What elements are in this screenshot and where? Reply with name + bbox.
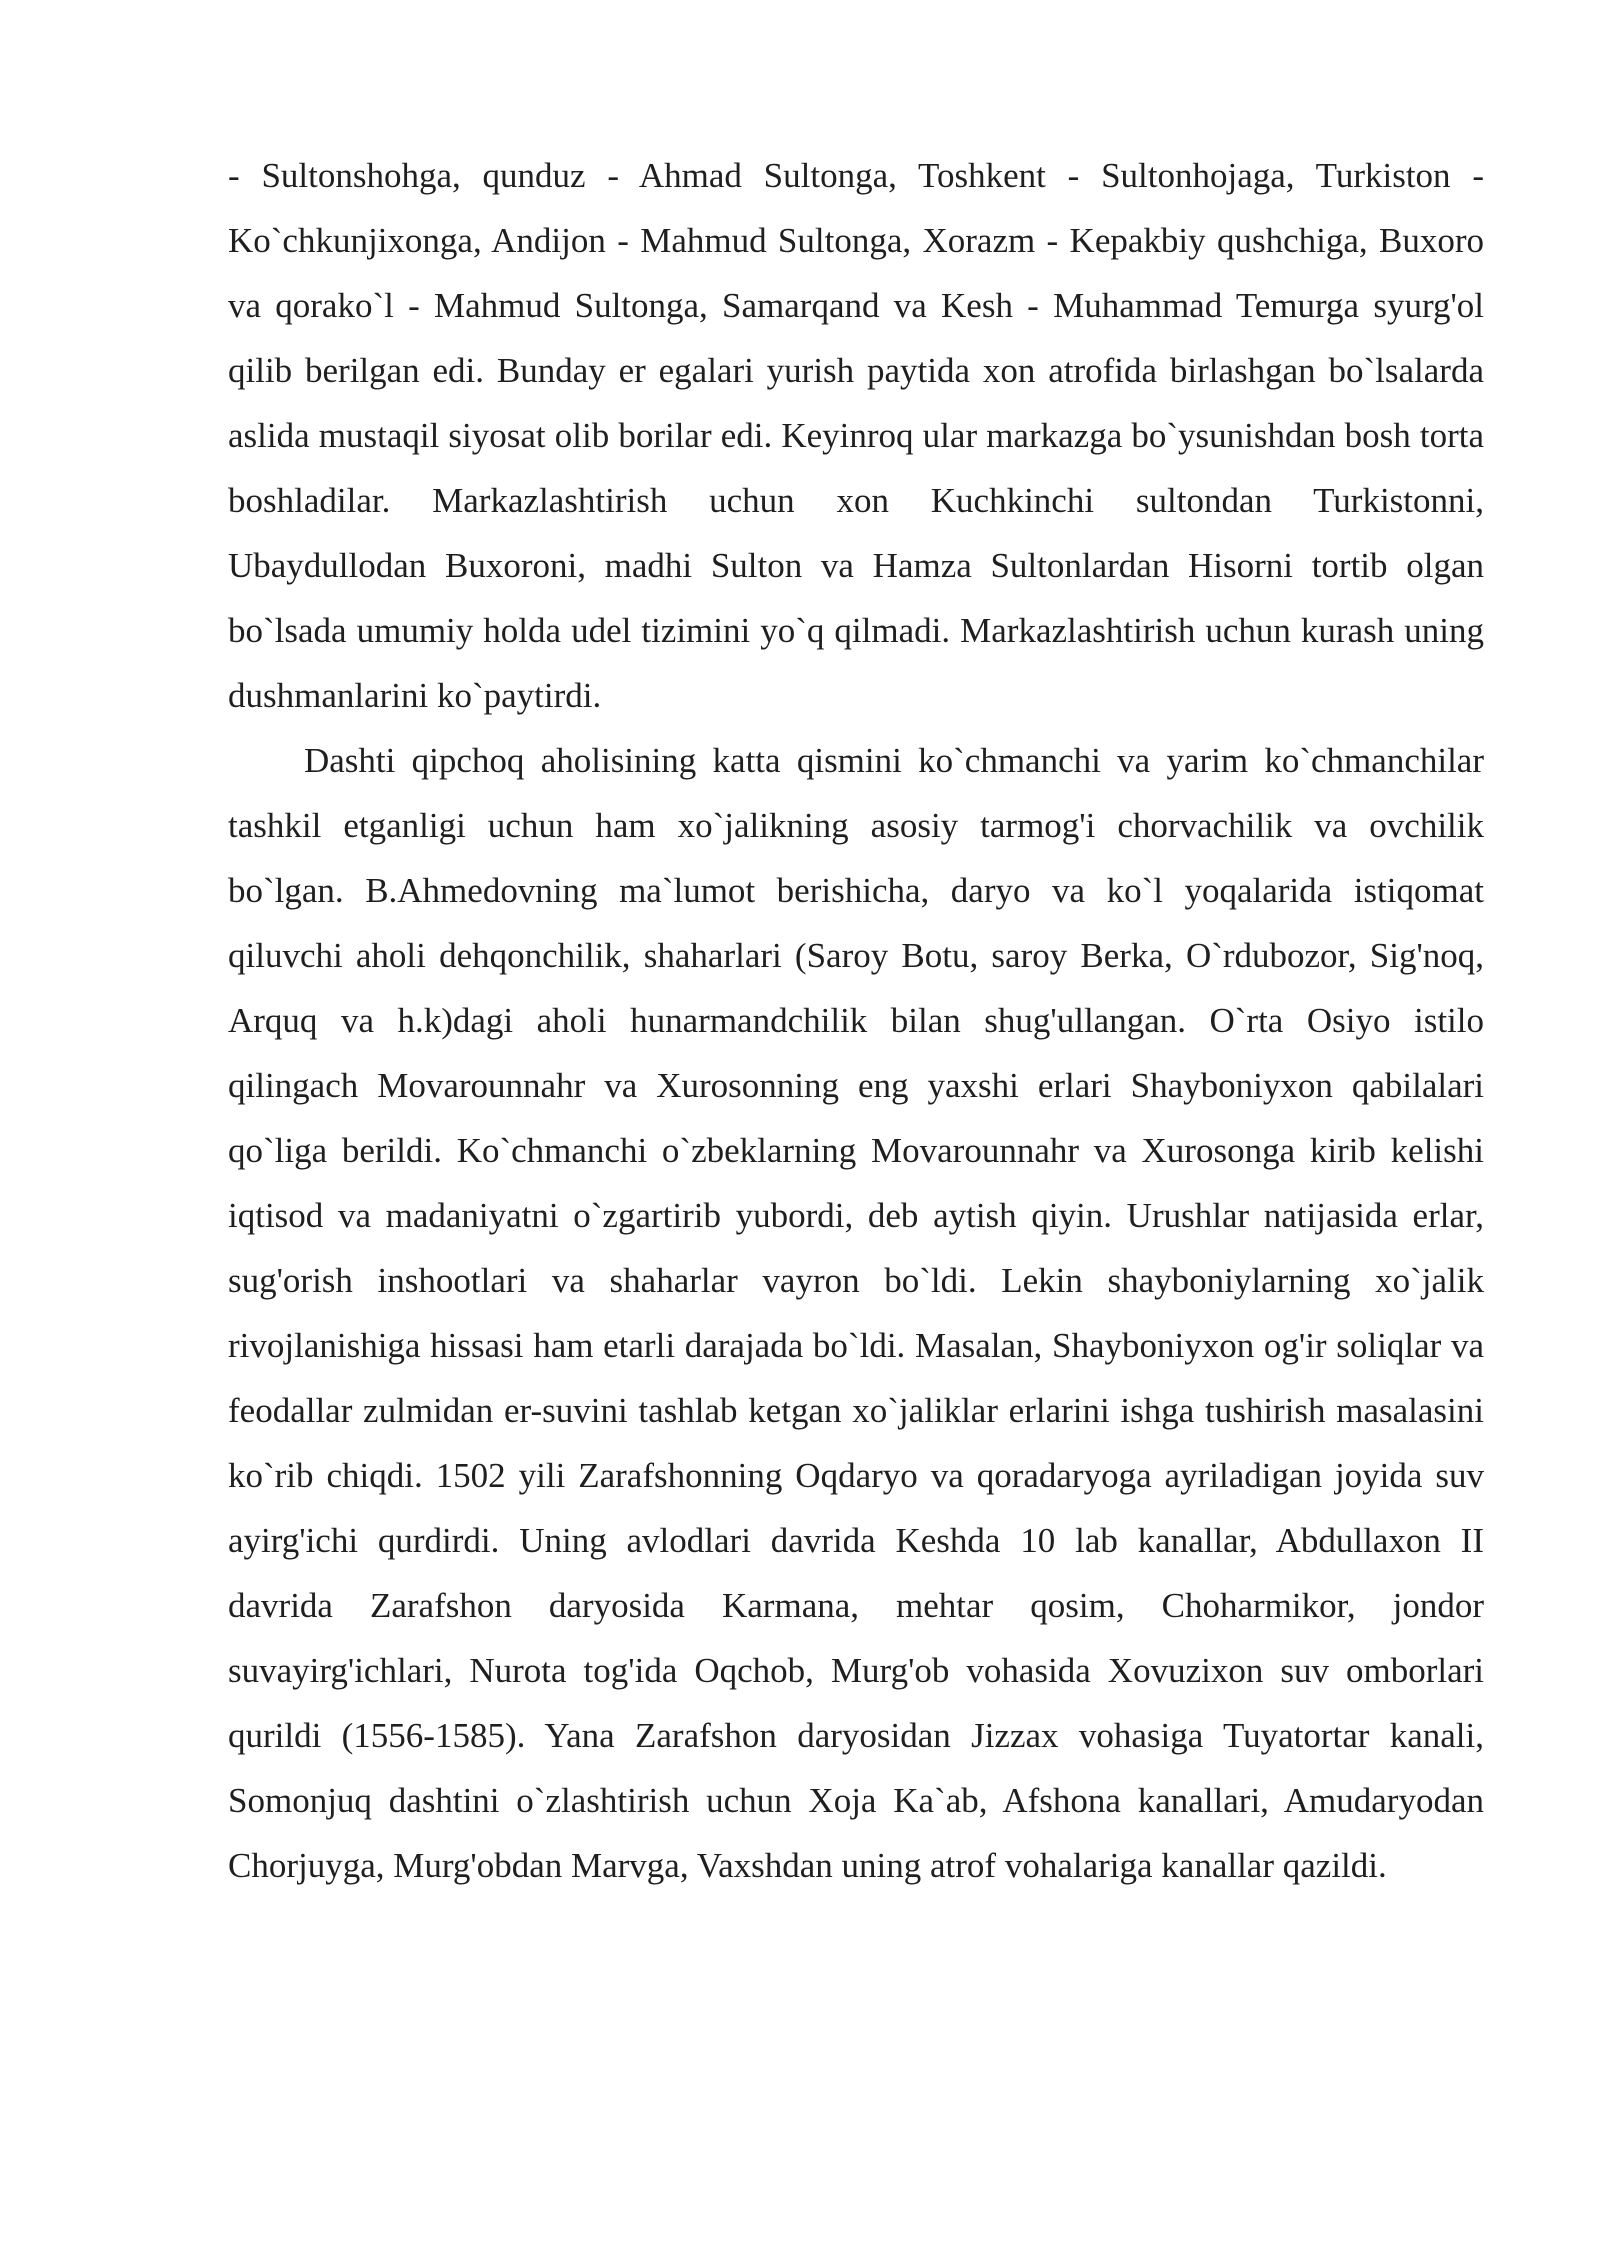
paragraph: Dashti qipchoq aholisining katta qismini ko`chmanchi va yarim ko`chmanchilar tashkil etganligi uchun ham xo`jalikning asosiy tarmog'i chorvachilik va ovchilik bo`lgan. B.Ahmedovning ma`lumot berishicha, daryo va ko`l yoqalarida istiqomat qiluvchi aholi dehqonchilik, shaharlari (Saroy Botu, saroy Berka, O`rdubozor, Sig'noq, Arquq va h.k)dagi aholi hunarmandchilik bilan shug'ullangan. O`rta Osiyo istilo qilingach Movarounnahr va Xurosonning eng yaxshi erlari Shayboniyxon qabilalari qo`liga berildi. Ko`chmanchi o`zbeklarning Movarounnahr va Xurosonga kirib kelishi iqtisod va madaniyatni o`zgartirib yubordi, deb aytish qiyin. Urushlar natijasida erlar, sug'orish inshootlari va shaharlar vayron bo`ldi. Lekin shayboniylarning xo`jalik rivojlanishiga hissasi ham etarli darajada bo`ldi. Masalan, Shayboniyxon og'ir soliqlar va feodallar zulmidan er-suvini tashlab ketgan xo`jaliklar erlarini ishga tushirish masalasini ko`rib chiqdi. 1502 yili Zarafshonning Oqdaryo va qoradaryoga ayriladigan joyida suv ayirg'ichi qurdirdi. Uning avlodlari davrida Keshda 10 lab kanallar, Abdullaxon II davrida Zarafshon daryosida Karmana, mehtar qosim, Choharmikor, jondor suvayirg'ichlari, Nurota tog'ida Oqchob, Murg'ob vohasida Xovuzixon suv omborlari qurildi (1556-1585). Yana Zarafshon daryosidan Jizzax vohasiga Tuyatortar kanali, Somonjuq dashtini o`zlashtirish uchun Xoja Ka`ab, Afshona kanallari, Amudaryodan Chorjuyga, Murg'obdan Marvga, Vaxshdan uning atrof vohalariga kanallar qazildi. <box>228 741 1484 1885</box>
document-body <box>228 143 1484 1898</box>
paragraph-continued: - Sultonshohga, qunduz - Ahmad Sultonga, Toshkent - Sultonhojaga, Turkiston - Ko`chkunjixonga, Andijon - Mahmud Sultonga, Xorazm - Kepakbiy qushchiga, Buxoro va qorako`l - Mahmud Sultonga, Samarqand va Kesh - Muhammad Temurga syurg'ol qilib berilgan edi. Bunday er egalari yurish paytida xon atrofida birlashgan bo`lsalarda aslida mustaqil siyosat olib borilar edi. Keyinroq ular markazga bo`ysunishdan bosh torta boshladilar. Markazlashtirish uchun xon Kuchkinchi sultondan Turkistonni, Ubaydullodan Buxoroni, madhi Sulton va Hamza Sultonlardan Hisorni tortib olgan bo`lsada umumiy holda udel tizimini yo`q qilmadi. Markazlashtirish uchun kurash uning dushmanlarini ko`paytirdi. <box>228 156 1484 715</box>
